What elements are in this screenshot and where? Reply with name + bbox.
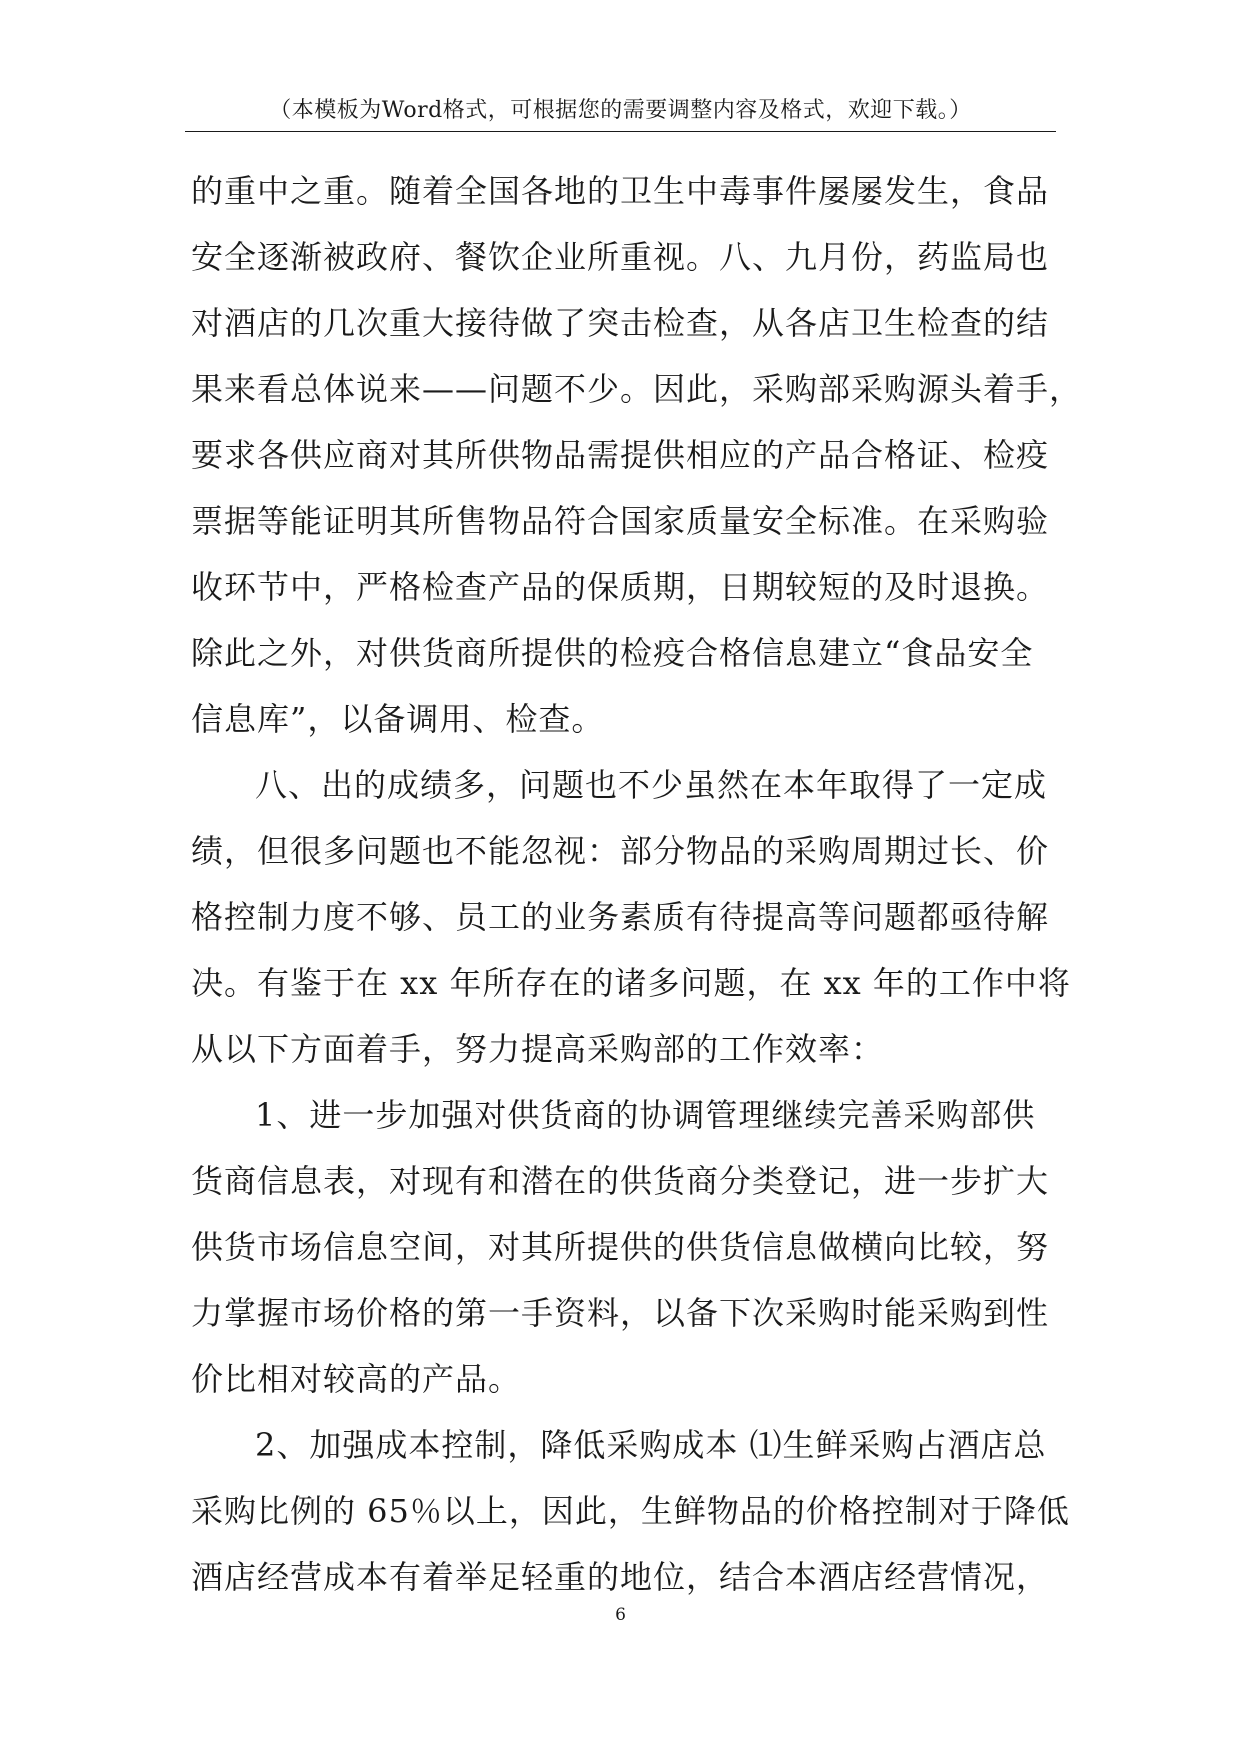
text-line: 决。有鉴于在 xx 年所存在的诸多问题，在 xx 年的工作中将 bbox=[191, 964, 1071, 1002]
text-line: 票据等能证明其所售物品符合国家质量安全标准。在采购验 bbox=[191, 502, 1050, 540]
text-line: 八、出的成绩多，问题也不少虽然在本年取得了一定成 bbox=[255, 766, 1048, 804]
text-line: 收环节中，严格检查产品的保质期，日期较短的及时退换。 bbox=[191, 568, 1050, 606]
text-line: 绩，但很多问题也不能忽视：部分物品的采购周期过长、价 bbox=[191, 832, 1050, 870]
text-line: 采购比例的 65％以上，因此，生鲜物品的价格控制对于降低 bbox=[191, 1492, 1070, 1530]
paragraph bbox=[191, 1082, 1051, 1412]
text-line: 对酒店的几次重大接待做了突击检查，从各店卫生检查的结 bbox=[191, 304, 1050, 342]
document-body bbox=[191, 158, 1083, 1610]
template-notice: （本模板为Word格式，可根据您的需要调整内容及格式，欢迎下载。） bbox=[269, 98, 972, 123]
text-line: 货商信息表，对现有和潜在的供货商分类登记，进一步扩大 bbox=[191, 1162, 1050, 1200]
page-number: 6 bbox=[615, 1605, 626, 1625]
text-line: 从以下方面着手，努力提高采购部的工作效率： bbox=[191, 1030, 885, 1068]
text-line: 果来看总体说来——问题不少。因此，采购部采购源头着手， bbox=[191, 370, 1083, 408]
paragraph bbox=[191, 158, 1083, 752]
text-line: 信息库”，以备调用、检查。 bbox=[191, 700, 605, 738]
paragraph bbox=[191, 752, 1071, 1082]
header-divider bbox=[185, 131, 1056, 132]
text-line: 价比相对较高的产品。 bbox=[191, 1360, 522, 1398]
text-line: 除此之外，对供货商所提供的检疫合格信息建立“食品安全 bbox=[191, 634, 1034, 672]
text-line: 格控制力度不够、员工的业务素质有待提高等问题都亟待解 bbox=[191, 898, 1050, 936]
text-line: 要求各供应商对其所供物品需提供相应的产品合格证、检疫 bbox=[191, 436, 1050, 474]
text-line: 2、加强成本控制，降低采购成本 ⑴生鲜采购占酒店总 bbox=[255, 1426, 1047, 1464]
paragraph bbox=[191, 1412, 1070, 1610]
text-line: 酒店经营成本有着举足轻重的地位，结合本酒店经营情况， bbox=[191, 1558, 1050, 1596]
text-line: 1、进一步加强对供货商的协调管理继续完善采购部供 bbox=[255, 1096, 1036, 1134]
text-line: 的重中之重。随着全国各地的卫生中毒事件屡屡发生，食品 bbox=[191, 172, 1050, 210]
text-line: 力掌握市场价格的第一手资料，以备下次采购时能采购到性 bbox=[191, 1294, 1050, 1332]
text-line: 供货市场信息空间，对其所提供的供货信息做横向比较，努 bbox=[191, 1228, 1050, 1266]
text-line: 安全逐渐被政府、餐饮企业所重视。八、九月份，药监局也 bbox=[191, 238, 1050, 276]
